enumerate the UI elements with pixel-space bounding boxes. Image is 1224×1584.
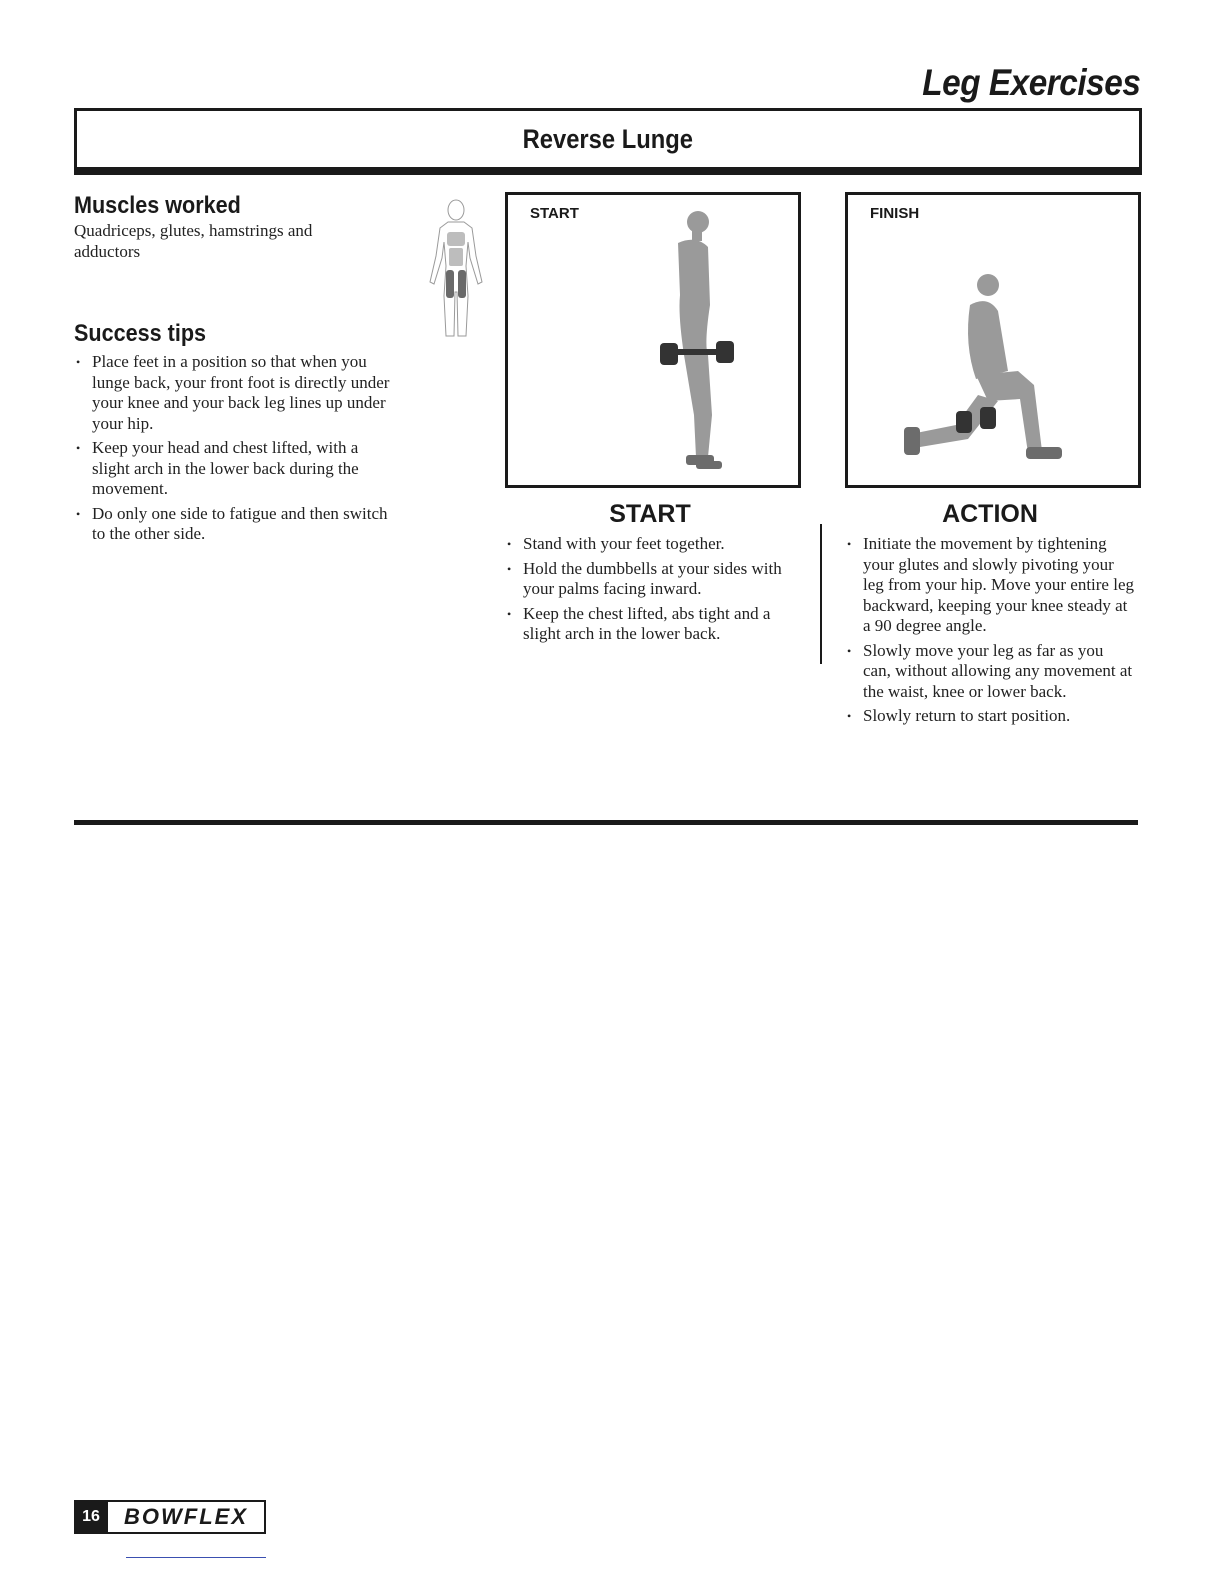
list-item: • Place feet in a position so that when you lunge back, your front foot is directly under your knee and your back leg lines up under your hip.: [74, 352, 394, 434]
section-title: Leg Exercises: [921, 62, 1140, 103]
column-divider: [820, 524, 822, 664]
start-heading: START: [609, 500, 691, 528]
action-heading: ACTION: [942, 500, 1038, 528]
tips-list: [74, 352, 394, 545]
start-photo: [505, 192, 801, 488]
exercise-title-box: [74, 108, 1142, 175]
list-item: • Keep your head and chest lifted, with a slight arch in the lower back during the movement.: [74, 438, 394, 500]
start-figure: [508, 195, 798, 485]
list-item: • Keep the chest lifted, abs tight and a slight arch in the lower back.: [505, 604, 795, 645]
left-column: [74, 192, 414, 549]
anatomy-figure: [420, 196, 492, 342]
finish-photo-label: FINISH: [870, 205, 920, 222]
page-number: 16: [74, 1500, 108, 1534]
brand-logo: BOWFLEX: [108, 1500, 266, 1534]
list-item: • Slowly return to start position.: [845, 706, 1135, 727]
muscles-text: Quadriceps, glutes, hamstrings and adductors: [74, 221, 313, 261]
exercise-title: Reverse Lunge: [522, 123, 694, 154]
finish-figure: [848, 195, 1138, 485]
muscles-heading: Muscles worked: [74, 192, 241, 219]
list-item: • Do only one side to fatigue and then switch to the other side.: [74, 504, 394, 545]
tips-heading: Success tips: [74, 320, 207, 347]
start-photo-label: START: [530, 205, 579, 222]
section-divider: [74, 820, 1138, 825]
list-item: • Stand with your feet together.: [505, 534, 795, 555]
start-list: [505, 534, 795, 649]
footer: [74, 1500, 266, 1534]
action-list: [845, 534, 1135, 731]
list-item: • Hold the dumbbells at your sides with your palms facing inward.: [505, 559, 795, 600]
list-item: • Initiate the movement by tightening your glutes and slowly pivoting your leg from your hip. Move your entire leg backward, keeping your knee steady at a 90 degree angle.: [845, 534, 1135, 637]
list-item: • Slowly move your leg as far as you can, without allowing any movement at the waist, knee or lower back.: [845, 641, 1135, 703]
footer-underline: [126, 1557, 266, 1558]
finish-photo: [845, 192, 1141, 488]
